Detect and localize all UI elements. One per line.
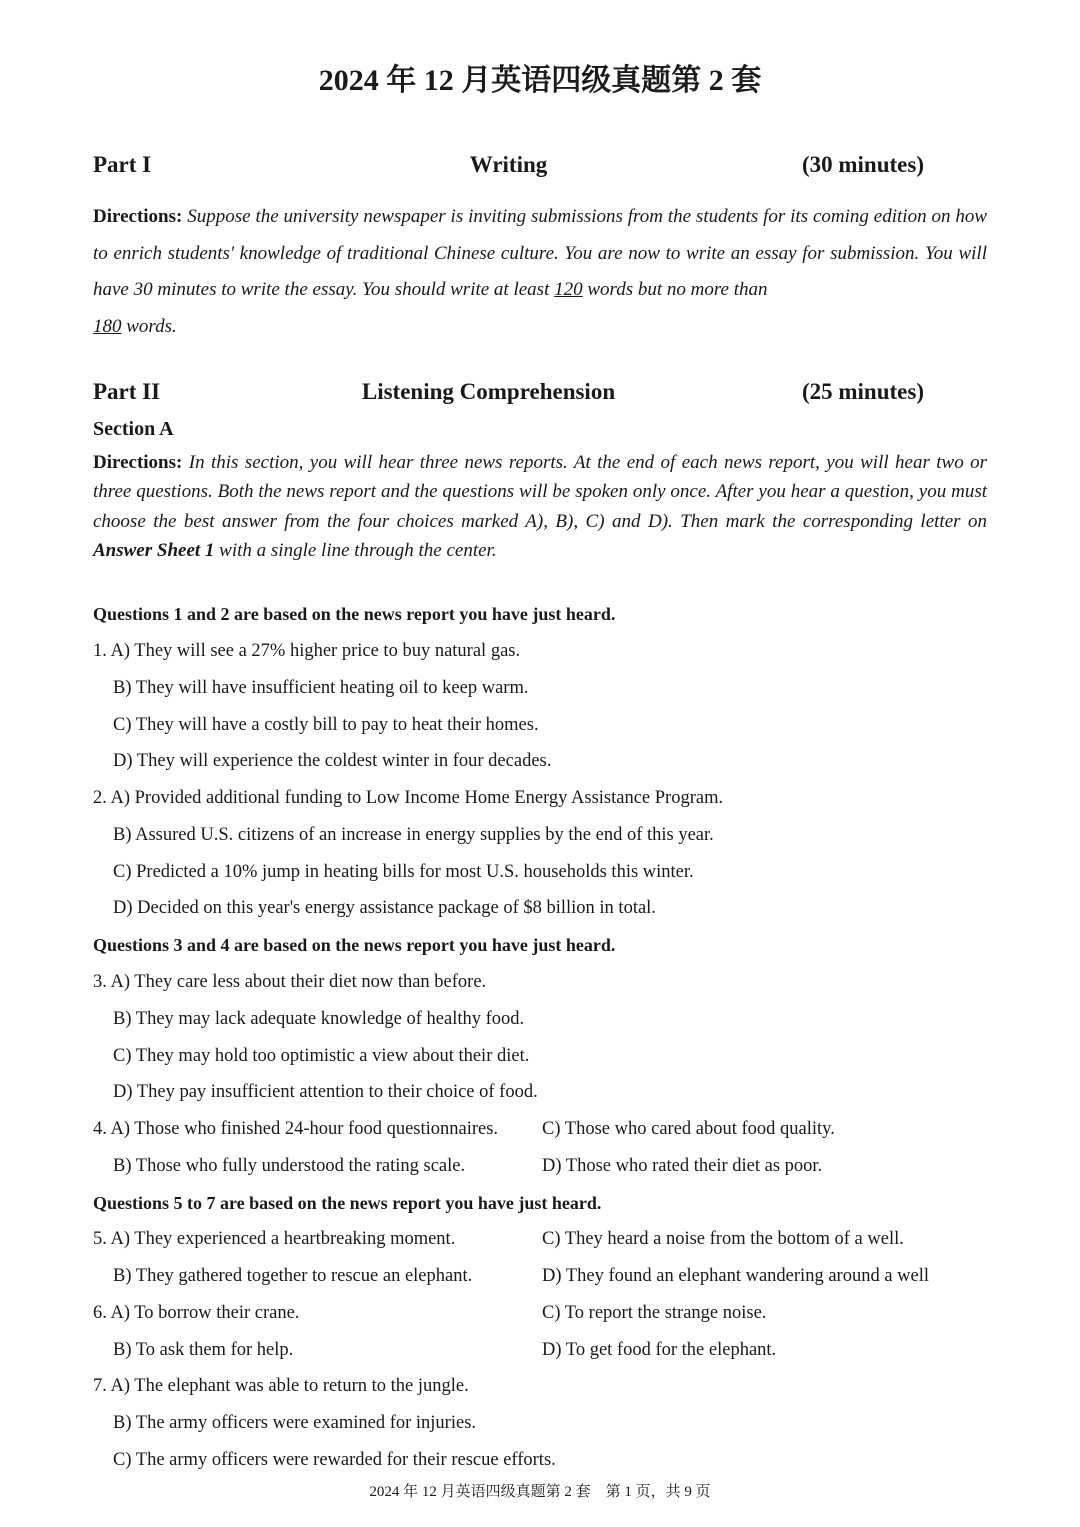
option-line: C) The army officers were rewarded for their rescue efforts. [113, 1450, 556, 1470]
directions-label: Directions: [93, 452, 183, 473]
option-line: D) Decided on this year's energy assistance package of $8 billion in total. [113, 898, 656, 918]
part1-header [93, 150, 924, 180]
directions-text: Suppose the university newspaper is inviting submissions from the students for its coming edition on how to enrich students' knowledge of traditional Chinese culture. You are now to write an essay for submission. You will have 30 minutes to write the essay. You should write at least [93, 206, 987, 301]
option-line: B) They will have insufficient heating oil to keep warm. [113, 678, 529, 698]
option-line: D) They will experience the coldest winter in four decades. [113, 751, 552, 771]
option-line: 1. A) They will see a 27% higher price to buy natural gas. [93, 641, 521, 661]
option-line: C) Predicted a 10% jump in heating bills for most U.S. households this winter. [113, 862, 694, 882]
part2-directions [93, 448, 987, 565]
part2-label: Part II [93, 379, 161, 404]
max-words: 180 [93, 315, 122, 337]
option-line: C) Those who cared about food quality. [542, 1119, 835, 1139]
option-line: B) Those who fully understood the rating scale. [113, 1156, 466, 1176]
directions-text: with a single line through the center. [214, 539, 497, 561]
page-title: 2024 年 12 月英语四级真题第 2 套 [318, 64, 762, 97]
answer-sheet-name: Answer Sheet 1 [93, 539, 215, 561]
part1-label: Part I [93, 152, 152, 177]
option-line: C) They heard a noise from the bottom of a well. [542, 1229, 904, 1249]
part2-header [93, 377, 924, 407]
question-group-header: Questions 5 to 7 are based on the news report you have just heard. [93, 1193, 602, 1213]
option-line: D) They found an elephant wandering around a well [542, 1266, 930, 1286]
option-line: D) To get food for the elephant. [542, 1340, 777, 1360]
option-line: C) They will have a costly bill to pay to heat their homes. [113, 715, 539, 735]
min-words: 120 [554, 279, 583, 301]
option-line: D) They pay insufficient attention to their choice of food. [113, 1082, 538, 1102]
part1-name: Writing [469, 152, 548, 177]
option-line: 6. A) To borrow their crane. [93, 1303, 300, 1323]
part2-time: (25 minutes) [801, 379, 924, 404]
page-footer: 2024 年 12 月英语四级真题第 2 套 第 1 页，共 9 页 [369, 1484, 711, 1500]
option-line: B) To ask them for help. [113, 1340, 294, 1360]
option-line: 4. A) Those who finished 24-hour food questionnaires. [93, 1119, 499, 1139]
option-line: C) They may hold too optimistic a view about their diet. [113, 1046, 530, 1066]
option-line: B) The army officers were examined for injuries. [113, 1413, 477, 1433]
part1-directions [93, 199, 987, 345]
option-line: 2. A) Provided additional funding to Low Income Home Energy Assistance Program. [93, 788, 724, 808]
directions-text: In this section, you will hear three news reports. At the end of each news report, you will hear two or three questions. Both the news report and the questions will be spoken only once. After you hear a question, you must choose the best answer from the four choices marked A), B), C) and D). Then mark the corresponding letter on [93, 452, 987, 532]
question-group-header: Questions 1 and 2 are based on the news report you have just heard. [93, 604, 616, 624]
part2-name: Listening Comprehension [361, 379, 616, 404]
option-line: 3. A) They care less about their diet now than before. [93, 972, 487, 992]
option-line: B) Assured U.S. citizens of an increase in energy supplies by the end of this year. [113, 825, 714, 845]
directions-text: words. [121, 315, 177, 337]
option-line: C) To report the strange noise. [542, 1303, 767, 1323]
option-line: B) They may lack adequate knowledge of healthy food. [113, 1009, 525, 1029]
question-group-header: Questions 3 and 4 are based on the news report you have just heard. [93, 935, 616, 955]
option-line: 5. A) They experienced a heartbreaking moment. [93, 1229, 456, 1249]
option-line: D) Those who rated their diet as poor. [542, 1156, 823, 1176]
section-a-heading: Section A [93, 418, 174, 440]
part1-time: (30 minutes) [801, 152, 924, 177]
directions-text: words but no more than [582, 279, 768, 301]
option-line: 7. A) The elephant was able to return to the jungle. [93, 1376, 469, 1396]
option-line: B) They gathered together to rescue an elephant. [113, 1266, 473, 1286]
directions-label: Directions: [93, 206, 183, 227]
